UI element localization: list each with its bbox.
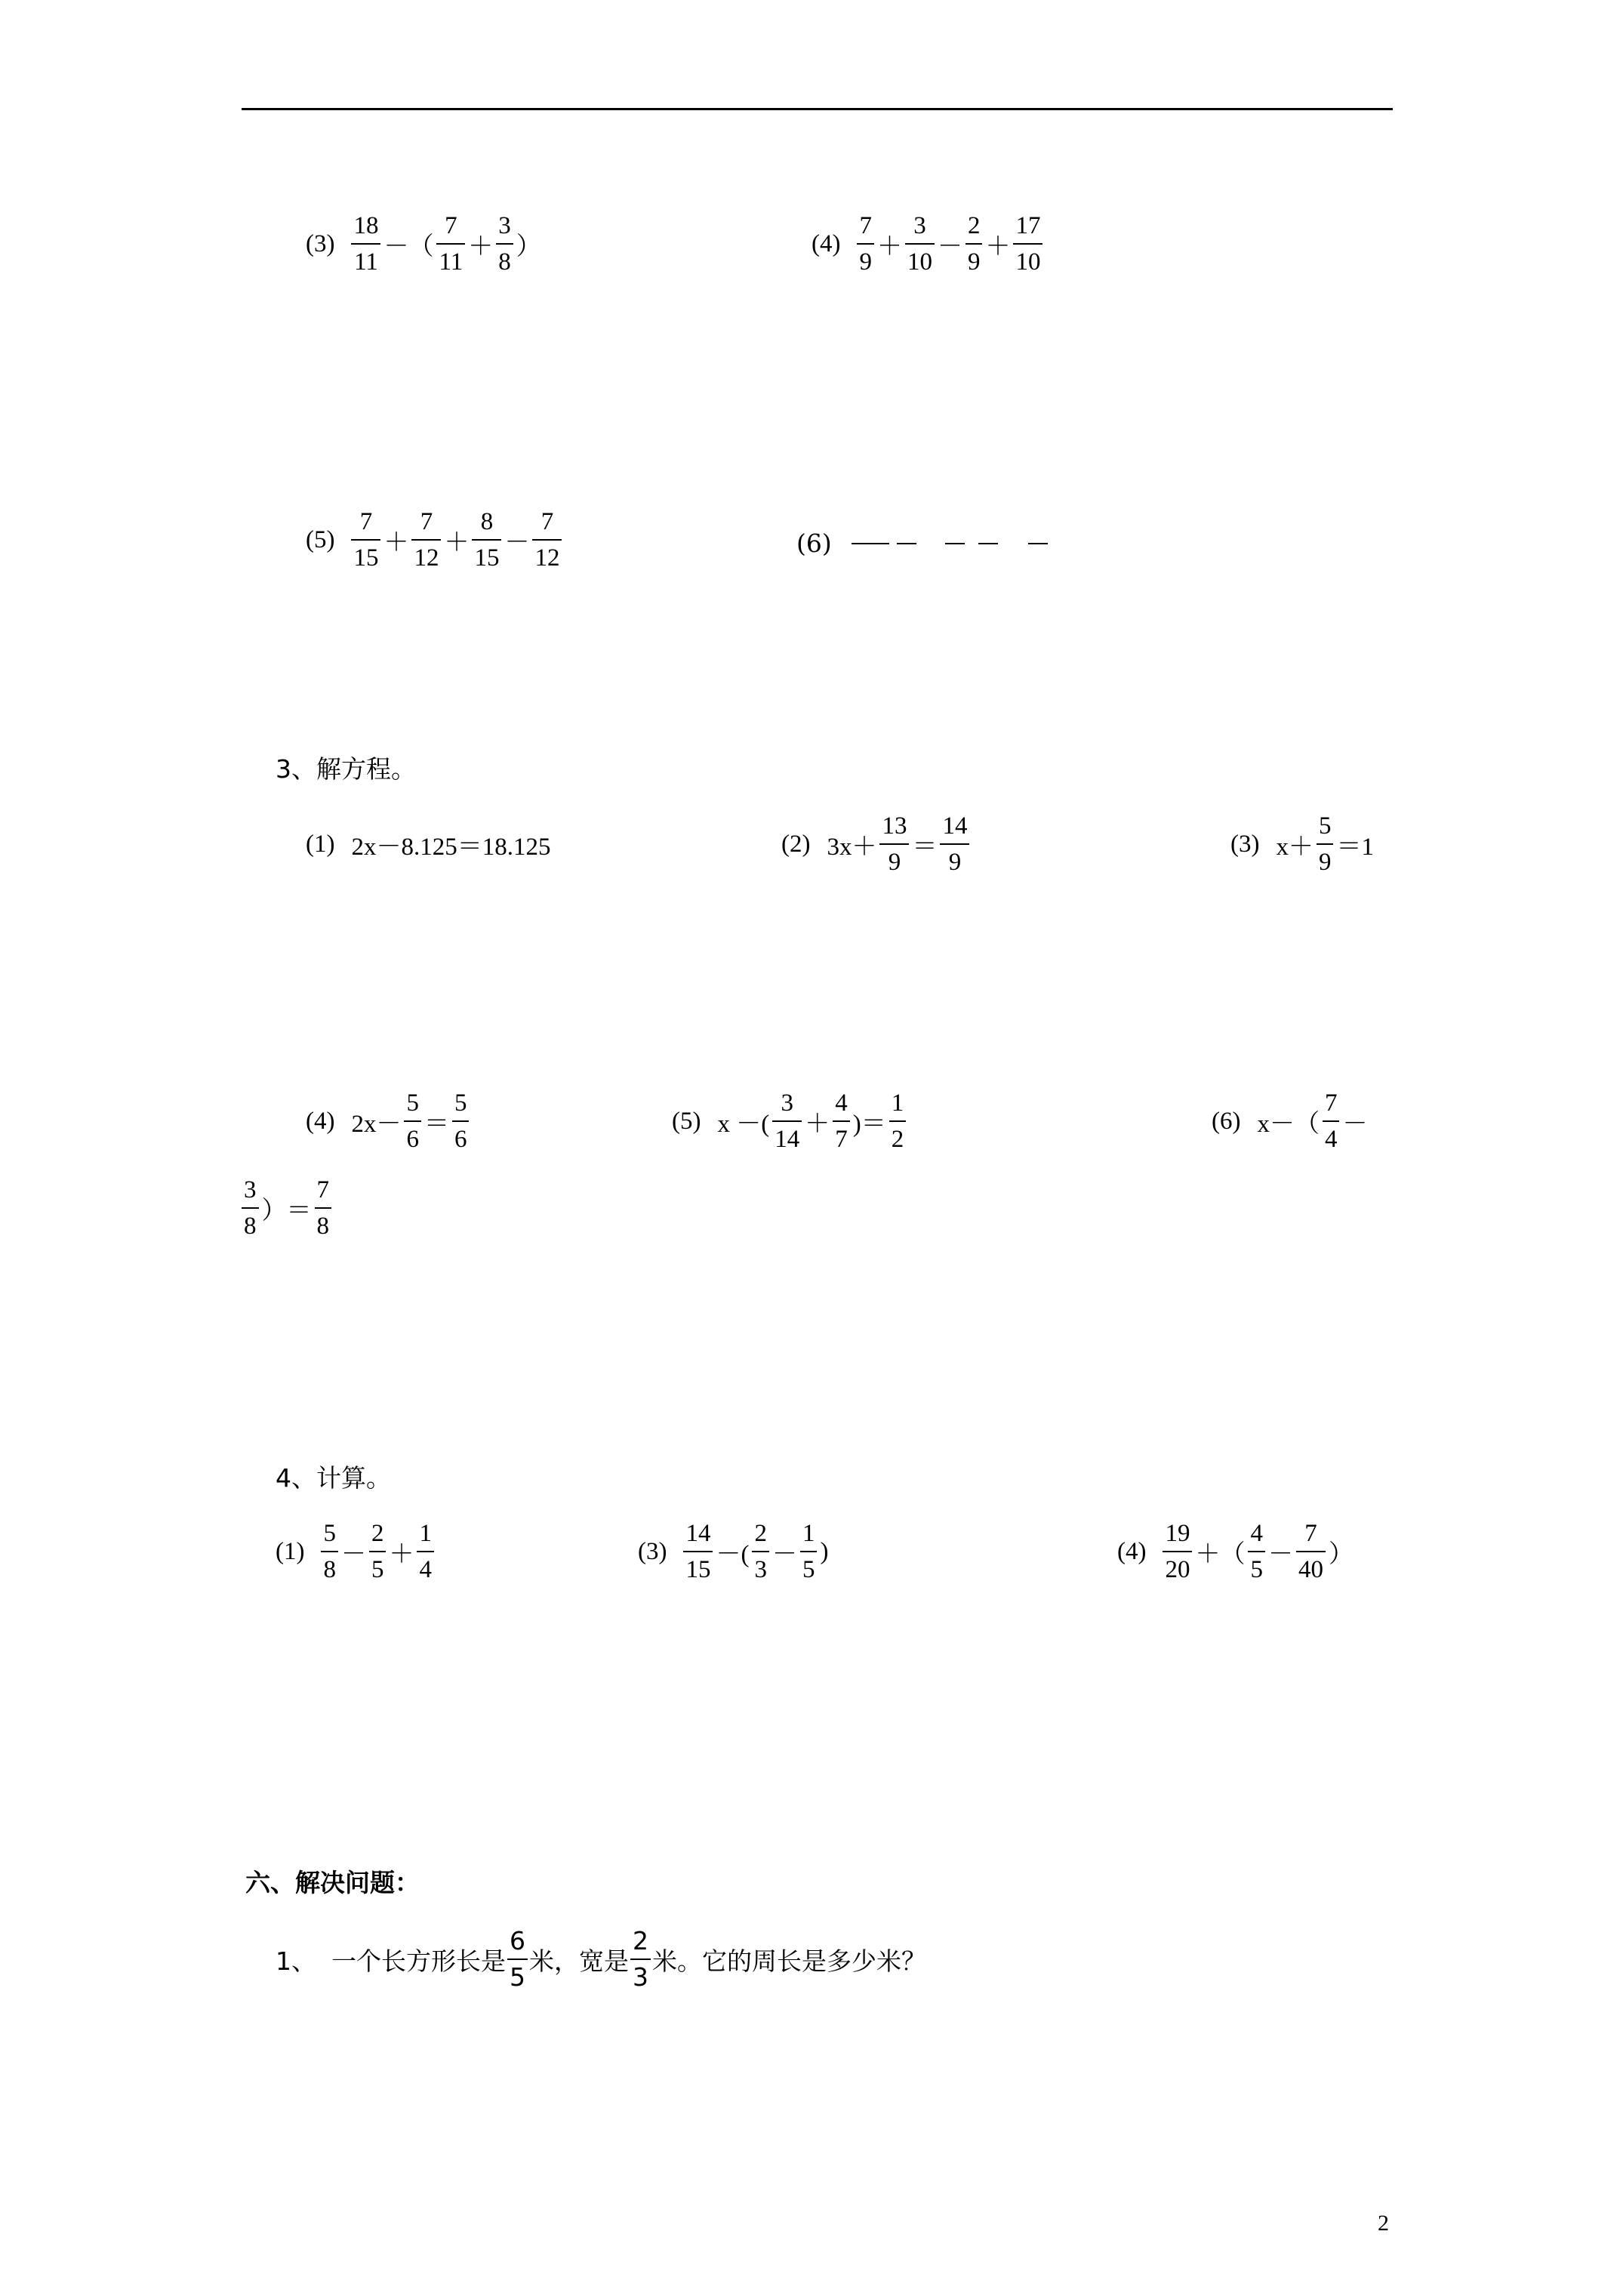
operator: ＋: [468, 233, 494, 260]
equation-text: x －(: [717, 1110, 770, 1138]
section-4-heading: 4、计算。: [276, 1463, 391, 1493]
operator: －: [504, 529, 530, 556]
operator: ＝: [912, 833, 938, 861]
problem-2-6: [796, 529, 1048, 558]
operator: －(: [716, 1540, 750, 1568]
problem-2-3: [306, 202, 543, 285]
equation-text: x＋: [1276, 833, 1313, 861]
blank-dash: [1028, 543, 1048, 544]
fraction: $\frac{7}{9}$: [857, 211, 874, 277]
fraction: $\frac{19}{20}$: [1163, 1518, 1192, 1585]
fraction: $\frac{14}{9}$: [940, 811, 969, 877]
section-3-heading: 3、解方程。: [276, 754, 416, 784]
blank-dash: [945, 543, 965, 544]
operator: －: [1342, 1110, 1368, 1138]
operator: －: [340, 1540, 366, 1568]
blank-dash: [978, 543, 998, 544]
equation-3-6: [1212, 1080, 1369, 1163]
problem-label: (4): [306, 1107, 335, 1135]
problem-2-5: [306, 498, 563, 581]
problem-label: (6): [796, 529, 832, 558]
fraction: $\frac{7}{40}$: [1296, 1518, 1326, 1585]
problem-4-1: [276, 1510, 436, 1593]
equation-text: x－（: [1257, 1110, 1320, 1138]
equation-3-6-continued: [240, 1166, 333, 1250]
fraction: $\frac{3}{8}$: [242, 1175, 259, 1241]
problem-2-4: [812, 202, 1044, 285]
fraction: $\frac{7}{11}$: [436, 211, 465, 277]
problem-label: (6): [1212, 1107, 1241, 1135]
problem-label: (4): [812, 230, 841, 257]
problem-label: (3): [306, 230, 335, 257]
problem-text: 一个长方形长是: [331, 1946, 506, 1976]
fraction: $\frac{7}{12}$: [411, 507, 441, 573]
fraction: $\frac{7}{8}$: [315, 1175, 332, 1241]
problem-label: (1): [276, 1537, 305, 1565]
operator: ）: [1328, 1540, 1354, 1568]
problem-number: 1、: [276, 1946, 316, 1976]
fraction: $\frac{14}{15}$: [683, 1518, 713, 1585]
fraction: $\frac{5}{6}$: [404, 1088, 421, 1154]
fraction: $\frac{5}{8}$: [321, 1518, 338, 1585]
operator: ): [820, 1537, 829, 1565]
blank-dash: [897, 543, 916, 544]
problem-label: (5): [306, 525, 335, 553]
fraction: $\frac{2}{3}$: [630, 1926, 651, 1992]
operator: ＋: [444, 529, 470, 556]
problem-text: 米。它的周长是多少米？: [652, 1946, 926, 1976]
fraction: $\frac{1}{5}$: [800, 1518, 818, 1585]
fraction: $\frac{4}{5}$: [1248, 1518, 1265, 1585]
header-rule: [242, 108, 1393, 110]
problem-text: 米，宽是: [529, 1946, 629, 1976]
operator: ＋（: [1195, 1540, 1246, 1568]
operator: －: [771, 1540, 797, 1568]
fraction: $\frac{18}{11}$: [351, 211, 380, 277]
problem-4-4: [1117, 1510, 1355, 1593]
operator: ＋: [876, 233, 902, 260]
equation-text: 3x＋: [827, 833, 877, 861]
operator: ＋: [383, 529, 409, 556]
fraction: $\frac{3}{8}$: [496, 211, 513, 277]
operator: ＋: [985, 233, 1011, 260]
fraction: $\frac{5}{9}$: [1317, 811, 1334, 877]
equation-text: 2x－8.125＝18.125: [351, 833, 551, 861]
operator: )＝: [852, 1110, 886, 1138]
blank-dash: [852, 543, 889, 544]
fraction: $\frac{7}{12}$: [532, 507, 562, 573]
fraction: $\frac{4}{7}$: [833, 1088, 850, 1154]
fraction: $\frac{13}{9}$: [879, 811, 909, 877]
fraction: $\frac{3}{14}$: [772, 1088, 802, 1154]
problem-label: (2): [781, 830, 811, 858]
equation-3-4: [306, 1080, 470, 1163]
word-problem-1: [276, 1918, 926, 2001]
fraction: $\frac{17}{10}$: [1013, 211, 1042, 277]
problem-label: (3): [1230, 830, 1260, 858]
problem-label: (3): [638, 1537, 667, 1565]
equation-3-2: [781, 803, 971, 886]
section-6-heading: 六、解决问题：: [245, 1868, 420, 1897]
problem-label: (1): [306, 830, 335, 858]
equation-3-3: [1230, 803, 1375, 886]
fraction: $\frac{5}{6}$: [452, 1088, 470, 1154]
operator: －（: [383, 233, 434, 260]
equation-text: 2x－: [351, 1110, 402, 1138]
problem-4-3: [638, 1510, 830, 1593]
operator: ）: [516, 233, 541, 260]
page-number: 2: [1378, 2211, 1389, 2236]
fraction: $\frac{7}{15}$: [351, 507, 380, 573]
operator: ＝: [423, 1110, 449, 1138]
operator: ）＝: [261, 1197, 312, 1225]
operator: －: [937, 233, 962, 260]
fraction: $\frac{3}{10}$: [905, 211, 935, 277]
fraction: $\frac{1}{4}$: [417, 1518, 434, 1585]
fraction: $\frac{2}{3}$: [752, 1518, 769, 1585]
operator: －: [1267, 1540, 1293, 1568]
fraction: $\frac{1}{2}$: [889, 1088, 907, 1154]
fraction: $\frac{2}{9}$: [965, 211, 983, 277]
operator: ＋: [805, 1110, 830, 1138]
fraction: $\frac{7}{4}$: [1323, 1088, 1340, 1154]
problem-label: (5): [672, 1107, 701, 1135]
equation-3-5: [672, 1080, 907, 1163]
fraction: $\frac{8}{15}$: [472, 507, 501, 573]
fraction: $\frac{6}{5}$: [507, 1926, 528, 1992]
operator: ＋: [389, 1540, 414, 1568]
equation-3-1: [306, 803, 552, 886]
equation-text: ＝1: [1336, 833, 1374, 861]
fraction: $\frac{2}{5}$: [369, 1518, 387, 1585]
problem-label: (4): [1117, 1537, 1147, 1565]
